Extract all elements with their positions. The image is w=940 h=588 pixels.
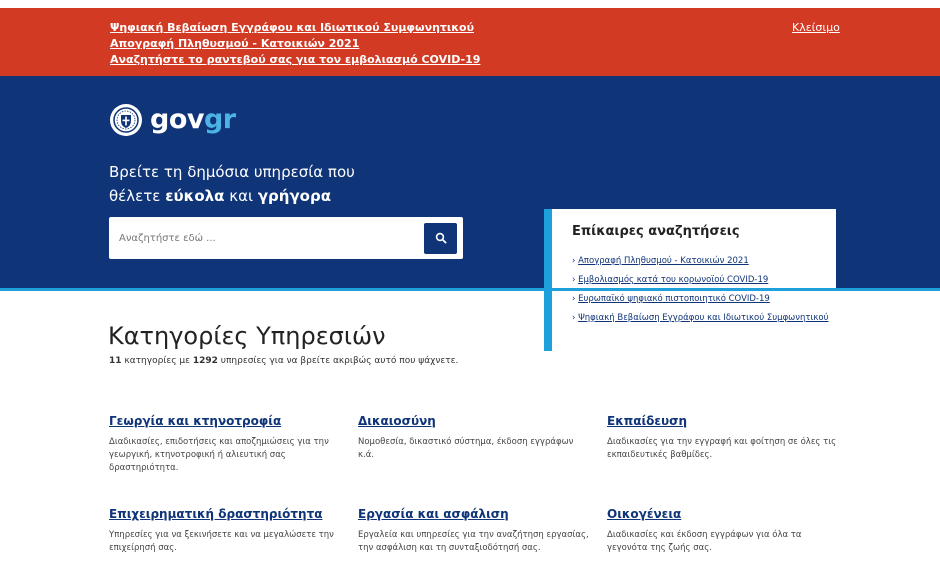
category-card (109, 414, 341, 475)
hero-tagline (109, 160, 355, 208)
trending-title: Επίκαιρες αναζητήσεις (572, 224, 740, 239)
greek-emblem-icon (110, 104, 142, 136)
trending-item: › Εμβολιασμός κατά του κορωνοϊού COVID-19 (572, 275, 769, 285)
service-count: 1292 (192, 356, 218, 366)
category-description: Εργαλεία και υπηρεσίες για την αναζήτηση εργασίας, την ασφάλιση και τη συνταξιοδότησή σας. (358, 530, 589, 553)
tagline-prefix: θέλετε (109, 187, 161, 205)
category-card (358, 507, 590, 555)
trending-item: › Ψηφιακή Βεβαίωση Εγγράφου και Ιδιωτικού Συμφωνητικού (572, 313, 829, 323)
category-card (607, 507, 839, 555)
category-link-justice[interactable]: Δικαιοσύνη (358, 414, 436, 428)
category-description: Νομοθεσία, δικαστικό σύστημα, έκδοση εγγράφων κ.ά. (358, 437, 574, 460)
category-description: Διαδικασίες, επιδοτήσεις και αποζημιώσεις για την γεωργική, κτηνοτροφική ή αλιευτική σας δραστηριότητα. (109, 437, 329, 473)
category-link-agriculture[interactable]: Γεωργία και κτηνοτροφία (109, 414, 282, 428)
search-input[interactable] (109, 217, 419, 259)
logo-wordmark (150, 104, 236, 136)
category-count: 11 (109, 356, 122, 366)
alert-link-census[interactable]: Απογραφή Πληθυσμού - Κατοικιών 2021 (110, 37, 360, 50)
trending-item: › Απογραφή Πληθυσμού - Κατοικιών 2021 (572, 256, 749, 266)
trending-link-eu-certificate[interactable]: Ευρωπαϊκό ψηφιακό πιστοποιητικό COVID-19 (578, 294, 770, 304)
alert-link-digital-certification[interactable]: Ψηφιακή Βεβαίωση Εγγράφου και Ιδιωτικού Συμφωνητικού (110, 21, 475, 34)
category-card (607, 414, 839, 462)
categories-sub-mid: κατηγορίες με (124, 356, 190, 366)
trending-link-digital-certification[interactable]: Ψηφιακή Βεβαίωση Εγγράφου και Ιδιωτικού Συμφωνητικού (578, 313, 829, 323)
alert-banner (0, 8, 940, 76)
category-card (109, 507, 341, 555)
category-description: Διαδικασίες και έκδοση εγγράφων για όλα τα γεγονότα της ζωής σας. (607, 530, 802, 553)
category-link-family[interactable]: Οικογένεια (607, 507, 682, 521)
tagline-easy: εύκολα (165, 187, 225, 205)
govgr-logo[interactable] (110, 104, 236, 136)
category-card (358, 414, 590, 462)
tagline-and: και (229, 187, 254, 205)
trending-list (572, 255, 834, 331)
search-box (109, 217, 463, 259)
trending-item: › Ευρωπαϊκό ψηφιακό πιστοποιητικό COVID-19 (572, 294, 770, 304)
tagline-line-2 (109, 184, 355, 208)
search-button[interactable] (424, 223, 457, 254)
category-description: Διαδικασίες για την εγγραφή και φοίτηση σε όλες τις εκπαιδευτικές βαθμίδες. (607, 437, 837, 460)
tagline-fast: γρήγορα (257, 187, 332, 205)
category-link-business[interactable]: Επιχειρηματική δραστηριότητα (109, 507, 323, 521)
alert-link-vaccination[interactable]: Αναζητήστε το ραντεβού σας για τον εμβολιασμό COVID-19 (110, 53, 481, 66)
categories-sub-end: υπηρεσίες για να βρείτε ακριβώς αυτό που ψάχνετε. (220, 356, 459, 366)
close-banner-link[interactable]: Κλείσιμο (792, 21, 840, 34)
logo-gov-text: gov (150, 104, 204, 135)
categories-subtitle (109, 356, 458, 366)
tagline-line-1: Βρείτε τη δημόσια υπηρεσία που (109, 163, 355, 181)
logo-gr-text: gr (203, 104, 236, 135)
categories-heading: Κατηγορίες Υπηρεσιών (108, 322, 386, 350)
category-link-employment[interactable]: Εργασία και ασφάλιση (358, 507, 509, 521)
search-icon (435, 229, 447, 248)
category-link-education[interactable]: Εκπαίδευση (607, 414, 688, 428)
alert-banner-links (110, 20, 480, 68)
trending-searches-panel (544, 209, 836, 351)
category-description: Υπηρεσίες για να ξεκινήσετε και να μεγαλώσετε την επιχείρησή σας. (109, 530, 334, 553)
hero-section (0, 76, 940, 323)
trending-link-vaccination[interactable]: Εμβολιασμός κατά του κορωνοϊού COVID-19 (578, 275, 769, 285)
trending-link-census[interactable]: Απογραφή Πληθυσμού - Κατοικιών 2021 (578, 256, 749, 266)
hero-bottom-border (0, 288, 940, 291)
